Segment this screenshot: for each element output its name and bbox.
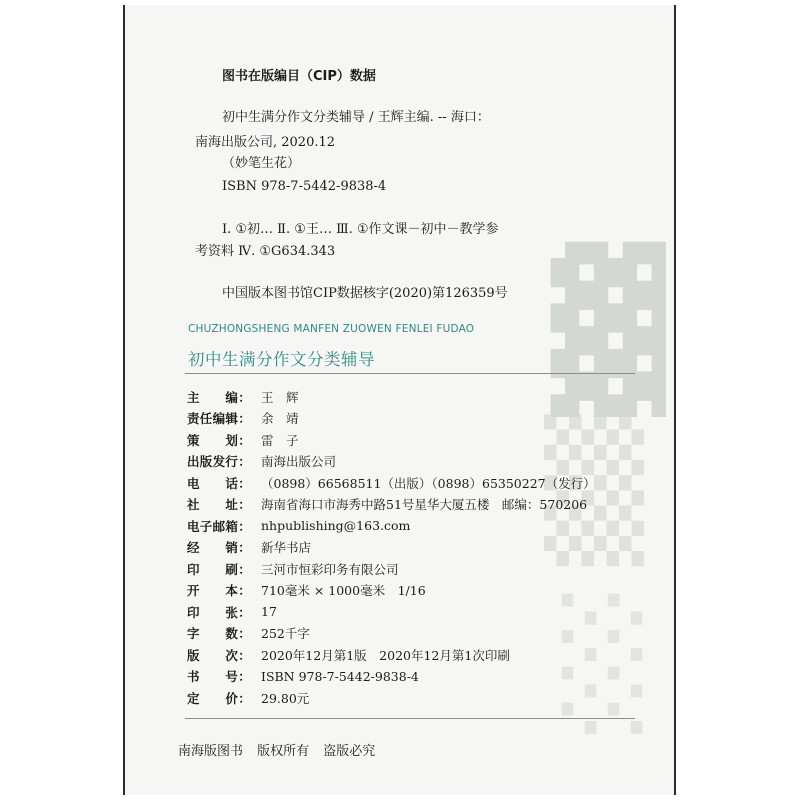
info-row-publisher	[187, 451, 596, 473]
divider	[185, 373, 635, 374]
info-value: 710毫米 × 1000毫米 1/16	[261, 583, 426, 599]
info-label: 定 价：	[187, 690, 252, 706]
show-through-ghost: ░	[561, 595, 654, 734]
info-label: 责任编辑：	[187, 411, 252, 427]
info-value: 新华书店	[261, 540, 312, 556]
info-row-isbn	[187, 666, 596, 688]
info-label: 经 销：	[187, 540, 252, 556]
info-label: 字 数：	[187, 626, 252, 642]
info-value: 2020年12月第1版 2020年12月第1次印刷	[261, 647, 510, 663]
info-label: 书 号：	[187, 669, 252, 685]
info-row-sheets	[187, 601, 596, 623]
info-label: 版 次：	[187, 647, 252, 663]
info-label: 策 划：	[187, 432, 252, 448]
book-title-pinyin: CHUZHONGSHENG MANFEN ZUOWEN FENLEI FUDAO	[188, 323, 475, 335]
copyright-notice: 南海版图书 版权所有 盗版必究	[178, 744, 376, 759]
cip-title: 图书在版编目（CIP）数据	[222, 69, 376, 84]
cip-line: 南海出版公司, 2020.12	[195, 135, 336, 150]
info-value: 17	[261, 604, 277, 620]
info-value: nhpublishing@163.com	[261, 518, 411, 534]
info-label: 印 张：	[187, 604, 252, 620]
info-value: 雷 子	[261, 432, 299, 448]
info-value: 252千字	[261, 626, 310, 642]
info-label: 电子邮箱：	[187, 518, 252, 534]
info-value: 三河市恒彩印务有限公司	[261, 561, 399, 577]
cip-line: 考资料 Ⅳ. ①G634.343	[195, 244, 336, 259]
copyright-page	[123, 5, 676, 795]
info-label: 主 编：	[187, 389, 252, 405]
info-value: 余 靖	[261, 411, 299, 427]
info-row-format	[187, 580, 596, 602]
info-row-printer	[187, 558, 596, 580]
cip-number: 中国版本图书馆CIP数据核字(2020)第126359号	[222, 286, 508, 301]
show-through-ghost: ▓	[550, 243, 666, 417]
cip-line: Ⅰ. ①初… Ⅱ. ①王… Ⅲ. ①作文课－初中－教学参	[222, 222, 499, 237]
info-value: 南海出版公司	[261, 454, 337, 470]
info-value: （0898）66568511（出版）（0898）65350227（发行）	[261, 475, 596, 491]
info-row-word-count	[187, 623, 596, 645]
divider	[185, 718, 635, 719]
info-label: 印 刷：	[187, 561, 252, 577]
info-row-edition	[187, 644, 596, 666]
show-through-ghost: ▒	[544, 414, 644, 566]
info-row-email	[187, 515, 596, 537]
info-label: 出版发行：	[187, 454, 252, 470]
info-row-editor	[187, 386, 596, 408]
cip-line: （妙笔生花）	[222, 156, 301, 171]
cip-line: 初中生满分作文分类辅导 / 王辉主编. -- 海口：	[222, 110, 490, 125]
info-row-responsible-editor	[187, 408, 596, 430]
info-label: 开 本：	[187, 583, 252, 599]
publication-info	[187, 386, 596, 709]
info-value: 29.80元	[261, 690, 310, 706]
info-label: 电 话：	[187, 475, 252, 491]
info-label: 社 址：	[187, 497, 252, 513]
info-value: 王 辉	[261, 389, 299, 405]
info-row-planner	[187, 429, 596, 451]
book-title: 初中生满分作文分类辅导	[188, 350, 375, 369]
info-row-phone	[187, 472, 596, 494]
info-value: ISBN 978-7-5442-9838-4	[261, 668, 419, 684]
info-value: 海南省海口市海秀中路51号星华大厦五楼 邮编：570206	[261, 497, 588, 513]
info-row-address	[187, 494, 596, 516]
info-row-price	[187, 687, 596, 709]
cip-isbn: ISBN 978-7-5442-9838-4	[222, 179, 387, 194]
info-row-distributor	[187, 537, 596, 559]
